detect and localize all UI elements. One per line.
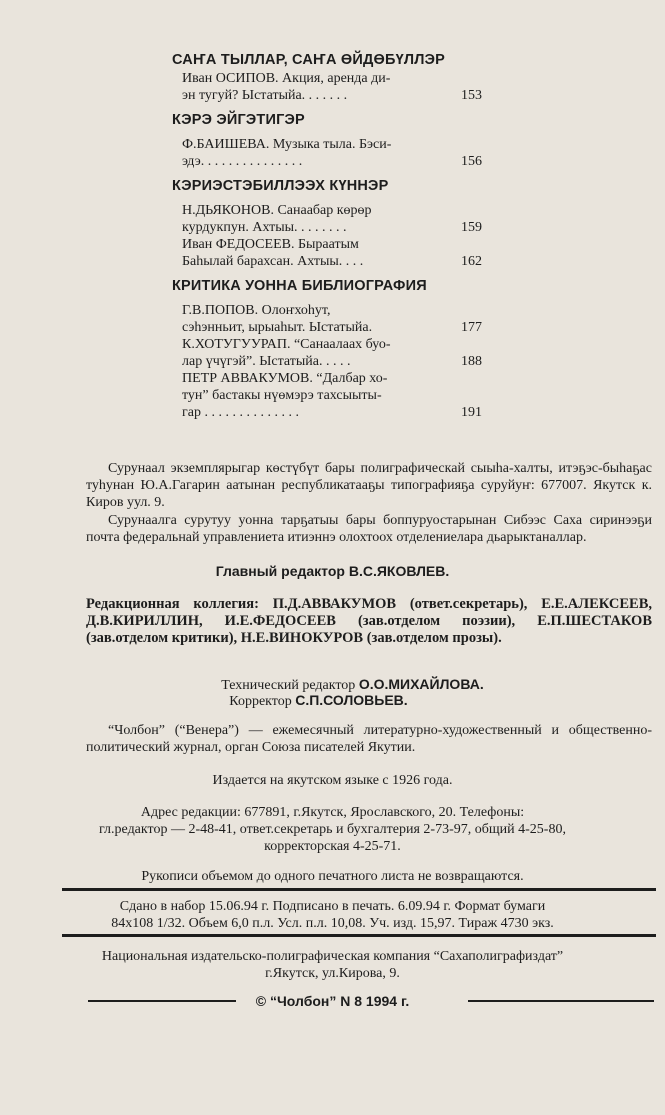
toc-entry-line: эн тугуй? Ыстатыйа. . . . . . . xyxy=(182,88,348,103)
publisher-line: г.Якутск, ул.Кирова, 9. xyxy=(265,966,400,981)
publisher xyxy=(0,948,665,982)
toc-page-number: 156 xyxy=(461,154,482,169)
address-line: гл.редактор — 2-48-41, ответ.секретарь и бухгалтерия 2-73-97, общий 4-25-80, xyxy=(99,822,566,837)
toc-page-number: 188 xyxy=(461,354,482,369)
toc-entry-line: Иван ОСИПОВ. Акция, аренда ди- xyxy=(182,71,391,86)
editorial-address xyxy=(0,804,665,855)
toc-page-number: 159 xyxy=(461,220,482,235)
toc-section-title: КЭРЭ ЭЙГЭТИГЭР xyxy=(172,112,305,128)
toc-entry xyxy=(182,202,482,236)
published-since: Издается на якутском языке с 1926 года. xyxy=(212,773,453,788)
print-info xyxy=(0,898,665,932)
toc-entry xyxy=(182,136,482,170)
corrector-name: С.П.СОЛОВЬЕВ. xyxy=(295,692,408,708)
publisher-line: Национальная издательско-полиграфическая компания “Сахаполиграфиздат” xyxy=(101,949,564,964)
toc-entry xyxy=(182,236,482,270)
corrector xyxy=(0,692,651,710)
toc-section-title: САҤА ТЫЛЛАР, САҤА ӨЙДӨБҮЛЛЭР xyxy=(172,52,445,68)
chief-editor: Главный редактор В.С.ЯКОВЛЕВ. xyxy=(215,563,450,579)
toc-entry xyxy=(182,336,482,370)
table-of-contents xyxy=(172,50,492,421)
toc-entry xyxy=(182,370,482,421)
technical-editor-name: О.О.МИХАЙЛОВА. xyxy=(358,676,484,692)
toc-entry-line: курдукпун. Ахтыы. . . . . . . . xyxy=(182,220,347,235)
toc-entry-line: ПЕТР АВВАКУМОВ. “Далбар хо- xyxy=(182,371,388,386)
subscription-notice: Сурунаалга сурутуу уонна тарҕатыы бары боппуруостарынан Сибээс Саха сиринээҕи почта федеральнай управлениета итиэннэ олохтоох отделениелара дьарыктаналлар. xyxy=(86,513,652,545)
toc-entry-line: Н.ДЬЯКОНОВ. Санаабар көрөр xyxy=(182,203,372,218)
toc-entry-line: Баһылай барахсан. Ахтыы. . . . xyxy=(182,254,364,269)
corrector-label: Корректор xyxy=(229,694,292,709)
toc-entry xyxy=(182,70,482,104)
divider xyxy=(468,1000,654,1002)
technical-editor-label: Технический редактор xyxy=(221,678,356,693)
toc-page-number: 153 xyxy=(461,88,482,103)
toc-entry-line: Г.В.ПОПОВ. Олоҥхоһут, xyxy=(182,303,331,318)
toc-entry-line: гар . . . . . . . . . . . . . . xyxy=(182,405,299,420)
copyright: © “Чолбон” N 8 1994 г. xyxy=(255,993,410,1009)
address-line: корректорская 4-25-71. xyxy=(264,839,401,854)
toc-entry-line: К.ХОТУГУУРАП. “Санаалаах буо- xyxy=(182,337,391,352)
toc-entry xyxy=(182,302,482,336)
toc-section-title: КРИТИКА УОННА БИБЛИОГРАФИЯ xyxy=(172,278,427,294)
print-info-line: 84х108 1/32. Объем 6,0 п.л. Усл. п.л. 10,08. Уч. изд. 15,97. Тираж 4730 экз. xyxy=(111,916,554,931)
toc-entry-line: Иван ФЕДОСЕЕВ. Быраатым xyxy=(182,237,359,252)
toc-page-number: 177 xyxy=(461,320,482,335)
journal-description: “Чолбон” (“Венера”) — ежемесячный литературно-художественный и общественно-политический журнал, орган Союза писателей Якутии. xyxy=(86,723,652,755)
toc-entry-line: тун” бастакы нүөмэрэ тахсыыты- xyxy=(182,388,382,403)
address-line: Адрес редакции: 677891, г.Якутск, Ярославского, 20. Телефоны: xyxy=(140,805,525,820)
print-info-line: Сдано в набор 15.06.94 г. Подписано в печать. 6.09.94 г. Формат бумаги xyxy=(119,899,546,914)
editorial-board: Редакционная коллегия: П.Д.АВВАКУМОВ (ответ.секретарь), Е.Е.АЛЕКСЕЕВ, Д.В.КИРИЛЛИН, И.Е.ФЕДОСЕЕВ (зав.отделом поэзии), Е.П.ШЕСТАКОВ (зав.отделом критики), Н.Е.ВИНОКУРОВ (зав.отделом прозы). xyxy=(86,596,652,646)
divider xyxy=(62,934,656,937)
toc-entry-line: Ф.БАИШЕВА. Музыка тыла. Бэси- xyxy=(182,137,392,152)
manuscripts-notice: Рукописи объемом до одного печатного листа не возвращаются. xyxy=(141,869,524,884)
toc-page-number: 191 xyxy=(461,405,482,420)
toc-entry-line: эдэ. . . . . . . . . . . . . . . xyxy=(182,154,303,169)
toc-entry-line: сэһэнньит, ырыаһыт. Ыстатыйа. xyxy=(182,320,373,335)
divider xyxy=(62,888,656,891)
toc-page-number: 162 xyxy=(461,254,482,269)
toc-entry-line: лар үчүгэй”. Ыстатыйа. . . . . xyxy=(182,354,351,369)
errata-notice: Сурунаал экземплярыгар көстүбүт бары полиграфическай сыыһа-халты, итэҕэс-быһаҕас туһунан Ю.А.Гагарин аатынан республикатааҕы типографияҕа суруйуҥ: 677007. Якутск к. Киров уул. 9. xyxy=(86,461,652,510)
toc-section-title: КЭРИЭСТЭБИЛЛЭЭХ КҮННЭР xyxy=(172,178,389,194)
